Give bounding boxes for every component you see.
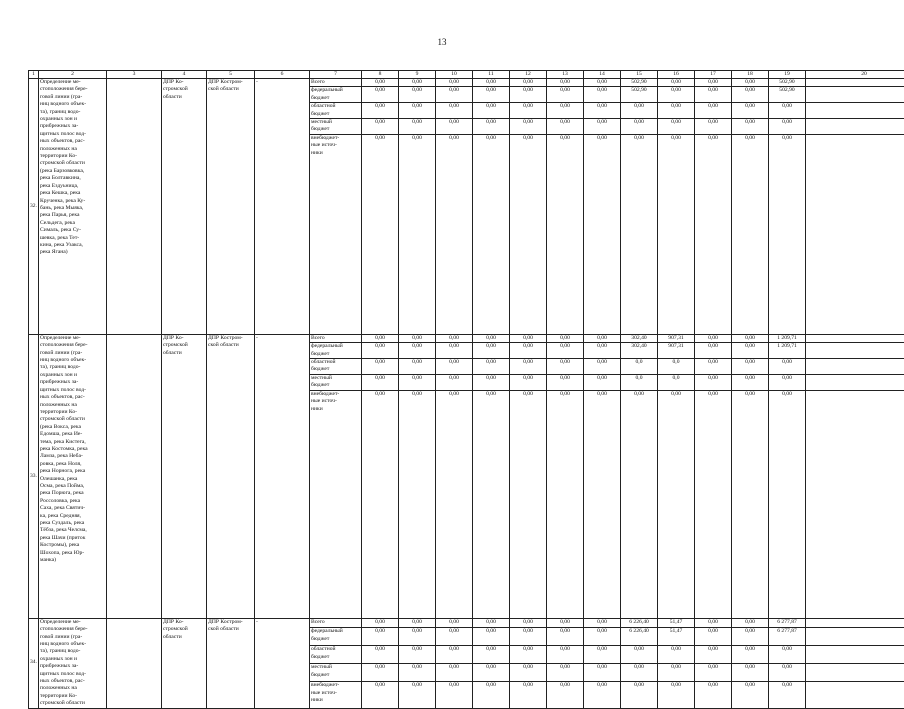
amount-cell: 0,00 <box>695 374 732 390</box>
funding-source-label: федеральный бюджет <box>310 87 362 103</box>
amount-cell: 0,00 <box>399 79 436 87</box>
amount-cell: 0,00 <box>658 103 695 119</box>
amount-cell: 0,00 <box>584 359 621 375</box>
empty-cell <box>806 134 904 334</box>
amount-cell: 0,00 <box>732 87 769 103</box>
amount-cell: 0,00 <box>547 390 584 618</box>
amount-cell: 0,00 <box>732 134 769 334</box>
amount-cell: 0,00 <box>399 87 436 103</box>
amount-cell: 0,00 <box>436 134 473 334</box>
amount-cell: 0,00 <box>769 664 806 682</box>
empty-cell <box>806 103 904 119</box>
amount-cell: 0,00 <box>362 87 399 103</box>
amount-cell: 0,00 <box>547 103 584 119</box>
amount-cell: 0,00 <box>547 119 584 135</box>
amount-cell: 0,00 <box>769 646 806 664</box>
amount-cell: 0,00 <box>695 87 732 103</box>
funding-source-label: местный бюджет <box>310 119 362 135</box>
empty-cell <box>806 646 904 664</box>
empty-cell <box>806 628 904 646</box>
amount-cell: 0,00 <box>695 343 732 359</box>
amount-cell: 0,00 <box>362 79 399 87</box>
amount-cell: 0,00 <box>621 390 658 618</box>
empty-cell <box>806 664 904 682</box>
participant: ДПР Костром- ской области <box>207 79 255 335</box>
amount-cell: 0,00 <box>584 390 621 618</box>
header-cell: 13 <box>547 71 584 79</box>
empty-cell <box>107 79 162 335</box>
empty-cell <box>806 618 904 628</box>
amount-cell: 0,00 <box>473 103 510 119</box>
amount-cell: 0,00 <box>436 343 473 359</box>
header-cell: 11 <box>473 71 510 79</box>
amount-cell: 0,00 <box>695 618 732 628</box>
amount-cell: 0,00 <box>362 618 399 628</box>
funding-source-label: областной бюджет <box>310 103 362 119</box>
table-row <box>29 79 904 87</box>
table-row <box>29 618 904 628</box>
empty-cell <box>806 87 904 103</box>
amount-cell: 0,00 <box>473 628 510 646</box>
amount-cell: 0,00 <box>584 343 621 359</box>
funding-source-label: Всего <box>310 618 362 628</box>
amount-cell: 0,00 <box>399 374 436 390</box>
amount-cell: 0,00 <box>510 334 547 342</box>
amount-cell: 0,00 <box>658 664 695 682</box>
dash-cell: - <box>255 618 310 708</box>
amount-cell: 0,00 <box>732 664 769 682</box>
amount-cell: 0,00 <box>695 390 732 618</box>
amount-cell: 0,00 <box>658 119 695 135</box>
amount-cell: 0,00 <box>584 682 621 708</box>
amount-cell: 0,00 <box>473 343 510 359</box>
amount-cell: 0,00 <box>732 390 769 618</box>
empty-cell <box>806 682 904 708</box>
amount-cell: 0,00 <box>399 664 436 682</box>
amount-cell: 6 277,87 <box>769 618 806 628</box>
funding-source-label: местный бюджет <box>310 374 362 390</box>
amount-cell: 0,00 <box>547 618 584 628</box>
amount-cell: 0,00 <box>362 664 399 682</box>
responsible-executor: ДПР Ко- стромской области <box>162 618 207 708</box>
header-cell: 1 <box>29 71 39 79</box>
amount-cell: 0,00 <box>436 664 473 682</box>
amount-cell: 0,00 <box>473 618 510 628</box>
amount-cell: 0,00 <box>399 618 436 628</box>
amount-cell: 0,00 <box>362 682 399 708</box>
amount-cell: 0,00 <box>473 682 510 708</box>
amount-cell: 0,00 <box>510 682 547 708</box>
amount-cell: 0,00 <box>362 359 399 375</box>
empty-cell <box>107 618 162 708</box>
amount-cell: 0,00 <box>473 119 510 135</box>
amount-cell: 0,00 <box>695 119 732 135</box>
amount-cell: 0,00 <box>658 682 695 708</box>
dash-cell: - <box>255 334 310 618</box>
funding-source-label: внебюджет- ные источ- ники <box>310 390 362 618</box>
amount-cell: 0,00 <box>362 334 399 342</box>
amount-cell: 0,00 <box>473 390 510 618</box>
header-cell: 7 <box>310 71 362 79</box>
funding-source-label: местный бюджет <box>310 664 362 682</box>
amount-cell: 0,00 <box>510 628 547 646</box>
amount-cell: 0,00 <box>436 119 473 135</box>
amount-cell: 0,00 <box>436 618 473 628</box>
amount-cell: 0,00 <box>510 134 547 334</box>
header-cell: 12 <box>510 71 547 79</box>
amount-cell: 0,00 <box>584 374 621 390</box>
amount-cell: 0,00 <box>547 334 584 342</box>
amount-cell: 0,00 <box>584 87 621 103</box>
amount-cell: 0,00 <box>510 618 547 628</box>
amount-cell: 0,00 <box>695 359 732 375</box>
amount-cell: 0,00 <box>584 628 621 646</box>
amount-cell: 0,00 <box>362 646 399 664</box>
row-number: 32. <box>29 79 39 335</box>
amount-cell: 0,00 <box>732 103 769 119</box>
amount-cell: 0,00 <box>399 646 436 664</box>
amount-cell: 0,00 <box>399 334 436 342</box>
amount-cell: 0,00 <box>510 646 547 664</box>
column-number-row <box>29 71 904 79</box>
amount-cell: 0,00 <box>769 682 806 708</box>
header-cell: 8 <box>362 71 399 79</box>
amount-cell: 0,00 <box>769 103 806 119</box>
amount-cell: 0,00 <box>584 119 621 135</box>
dash-cell: - <box>255 79 310 335</box>
amount-cell: 302,40 <box>621 334 658 342</box>
amount-cell: 0,00 <box>547 682 584 708</box>
amount-cell: 0,00 <box>621 646 658 664</box>
amount-cell: 0,00 <box>510 359 547 375</box>
header-cell: 18 <box>732 71 769 79</box>
measure-description: Определение ме- стоположения бере- говой линии (гра- ниц водного объек- та), границ водо- охранных зон и прибрежных за- щитных полос вод- ных объектов, рас- положенных на территории Ко- стромской области <box>39 618 107 708</box>
funding-source-label: областной бюджет <box>310 646 362 664</box>
amount-cell: 1 209,71 <box>769 343 806 359</box>
participant: ДПР Костром- ской области <box>207 334 255 618</box>
header-cell: 17 <box>695 71 732 79</box>
program-table <box>28 70 904 709</box>
amount-cell: 0,00 <box>695 664 732 682</box>
amount-cell: 0,00 <box>436 79 473 87</box>
amount-cell: 0,00 <box>362 390 399 618</box>
amount-cell: 0,00 <box>399 682 436 708</box>
amount-cell: 0,00 <box>769 134 806 334</box>
amount-cell: 0,00 <box>436 682 473 708</box>
amount-cell: 0,00 <box>584 664 621 682</box>
amount-cell: 907,31 <box>658 334 695 342</box>
empty-cell <box>806 334 904 342</box>
amount-cell: 0,00 <box>584 79 621 87</box>
amount-cell: 0,00 <box>473 334 510 342</box>
amount-cell: 0,00 <box>584 334 621 342</box>
amount-cell: 0,0 <box>658 359 695 375</box>
amount-cell: 0,00 <box>658 134 695 334</box>
amount-cell: 0,00 <box>695 79 732 87</box>
amount-cell: 302,40 <box>621 343 658 359</box>
amount-cell: 0,00 <box>547 374 584 390</box>
amount-cell: 0,00 <box>769 390 806 618</box>
table-body <box>29 71 904 709</box>
amount-cell: 0,00 <box>473 359 510 375</box>
amount-cell: 0,00 <box>473 87 510 103</box>
measure-description: Определение ме- стоположения бере- говой линии (гра- ниц водного объек- та), границ водо- охранных зон и прибрежных за- щитных полос вод- ных объектов, рас- положенных на территории Ко- стромской области (река Барзовковка, река Болтавкина, река Ездуьница, река Кешка, река Крученка, река Ку- бань, река Мыяка, река Парья, река Сельдега, река Сималь, река Су- шевка, река Тет- кина, река Узакса, река Ягана) <box>39 79 107 335</box>
amount-cell: 0,00 <box>732 618 769 628</box>
amount-cell: 6 226,40 <box>621 618 658 628</box>
amount-cell: 0,0 <box>621 374 658 390</box>
amount-cell: 0,00 <box>473 664 510 682</box>
header-cell: 2 <box>39 71 107 79</box>
amount-cell: 0,00 <box>732 343 769 359</box>
amount-cell: 0,00 <box>732 682 769 708</box>
amount-cell: 0,00 <box>399 343 436 359</box>
amount-cell: 0,00 <box>436 374 473 390</box>
amount-cell: 0,00 <box>732 79 769 87</box>
amount-cell: 0,00 <box>473 79 510 87</box>
amount-cell: 0,00 <box>399 628 436 646</box>
row-number: 34. <box>29 618 39 708</box>
responsible-executor: ДПР Ко- стромской области <box>162 334 207 618</box>
funding-source-label: внебюджет- ные источ- ники <box>310 682 362 708</box>
amount-cell: 0,00 <box>547 87 584 103</box>
amount-cell: 0,00 <box>436 628 473 646</box>
amount-cell: 0,00 <box>510 390 547 618</box>
amount-cell: 0,00 <box>769 374 806 390</box>
amount-cell: 0,00 <box>399 119 436 135</box>
amount-cell: 0,00 <box>436 334 473 342</box>
amount-cell: 0,00 <box>769 359 806 375</box>
amount-cell: 1 209,71 <box>769 334 806 342</box>
amount-cell: 0,00 <box>621 664 658 682</box>
amount-cell: 0,00 <box>658 646 695 664</box>
amount-cell: 0,00 <box>732 119 769 135</box>
amount-cell: 0,00 <box>584 618 621 628</box>
empty-cell <box>806 359 904 375</box>
amount-cell: 0,00 <box>658 87 695 103</box>
amount-cell: 907,31 <box>658 343 695 359</box>
amount-cell: 0,00 <box>547 343 584 359</box>
amount-cell: 0,00 <box>399 103 436 119</box>
amount-cell: 0,00 <box>547 628 584 646</box>
amount-cell: 502,90 <box>769 79 806 87</box>
amount-cell: 0,00 <box>695 682 732 708</box>
amount-cell: 0,00 <box>695 334 732 342</box>
amount-cell: 0,00 <box>362 119 399 135</box>
amount-cell: 0,00 <box>510 87 547 103</box>
amount-cell: 0,00 <box>621 119 658 135</box>
amount-cell: 0,00 <box>621 103 658 119</box>
amount-cell: 0,00 <box>732 359 769 375</box>
amount-cell: 0,00 <box>362 103 399 119</box>
amount-cell: 0,00 <box>362 628 399 646</box>
header-cell: 4 <box>162 71 207 79</box>
header-cell: 9 <box>399 71 436 79</box>
amount-cell: 0,00 <box>584 646 621 664</box>
header-cell: 14 <box>584 71 621 79</box>
amount-cell: 0,00 <box>399 390 436 618</box>
measure-description: Определение ме- стоположения бере- говой линии (гра- ниц водного объек- та), границ водо- охранных зон и прибрежных за- щитных полос вод- ных объектов, рас- положенных на территории Ко- стромской области (река Вокса, река Едомша, река Ие- тема, река Кистега, река Костомка, река Ламза, река Неба- ровка, река Ноля, река Норнога, река Олешанка, река Осма, река Пойма, река Порюга, река Россоловка, река Саха, река Святич- ка, река Средняя, река Суздаль, река Тёбза, река Челсма, река Шачи (приток Костромы), река Шохопа, река Юр- манка) <box>39 334 107 618</box>
amount-cell: 0,00 <box>510 343 547 359</box>
amount-cell: 0,00 <box>584 103 621 119</box>
amount-cell: 0,00 <box>732 628 769 646</box>
amount-cell: 0,00 <box>547 646 584 664</box>
header-cell: 5 <box>207 71 255 79</box>
amount-cell: 6 226,40 <box>621 628 658 646</box>
funding-source-label: внебюджет- ные источ- ники <box>310 134 362 334</box>
header-cell: 16 <box>658 71 695 79</box>
empty-cell <box>806 343 904 359</box>
amount-cell: 0,00 <box>732 374 769 390</box>
amount-cell: 502,90 <box>621 79 658 87</box>
amount-cell: 0,00 <box>658 390 695 618</box>
responsible-executor: ДПР Ко- стромской области <box>162 79 207 335</box>
amount-cell: 0,00 <box>621 682 658 708</box>
page-number: 13 <box>0 37 884 47</box>
amount-cell: 0,00 <box>695 646 732 664</box>
amount-cell: 0,00 <box>436 103 473 119</box>
header-cell: 6 <box>255 71 310 79</box>
amount-cell: 0,00 <box>436 646 473 664</box>
amount-cell: 0,00 <box>547 664 584 682</box>
empty-cell <box>806 374 904 390</box>
funding-source-label: федеральный бюджет <box>310 343 362 359</box>
amount-cell: 0,00 <box>436 390 473 618</box>
amount-cell: 0,00 <box>362 343 399 359</box>
header-cell: 15 <box>621 71 658 79</box>
header-cell: 10 <box>436 71 473 79</box>
amount-cell: 0,00 <box>362 374 399 390</box>
empty-cell <box>806 79 904 87</box>
funding-source-label: областной бюджет <box>310 359 362 375</box>
amount-cell: 0,00 <box>399 359 436 375</box>
table-row <box>29 334 904 342</box>
row-number: 33. <box>29 334 39 618</box>
amount-cell: 51,47 <box>658 628 695 646</box>
amount-cell: 0,00 <box>732 334 769 342</box>
amount-cell: 0,00 <box>547 79 584 87</box>
amount-cell: 0,00 <box>547 359 584 375</box>
amount-cell: 0,00 <box>510 103 547 119</box>
amount-cell: 0,00 <box>695 103 732 119</box>
amount-cell: 0,0 <box>658 374 695 390</box>
amount-cell: 0,00 <box>362 134 399 334</box>
amount-cell: 0,00 <box>584 134 621 334</box>
amount-cell: 0,00 <box>436 87 473 103</box>
amount-cell: 0,00 <box>695 628 732 646</box>
amount-cell: 0,00 <box>510 374 547 390</box>
amount-cell: 0,00 <box>436 359 473 375</box>
amount-cell: 0,00 <box>621 134 658 334</box>
amount-cell: 0,0 <box>621 359 658 375</box>
funding-source-label: Всего <box>310 334 362 342</box>
amount-cell: 0,00 <box>473 646 510 664</box>
amount-cell: 6 277,87 <box>769 628 806 646</box>
amount-cell: 0,00 <box>473 134 510 334</box>
amount-cell: 0,00 <box>695 134 732 334</box>
empty-cell <box>806 390 904 618</box>
header-cell: 19 <box>769 71 806 79</box>
participant: ДПР Костром- ской области <box>207 618 255 708</box>
amount-cell: 502,90 <box>621 87 658 103</box>
empty-cell <box>806 119 904 135</box>
amount-cell: 51,47 <box>658 618 695 628</box>
amount-cell: 0,00 <box>510 664 547 682</box>
amount-cell: 0,00 <box>547 134 584 334</box>
header-cell: 3 <box>107 71 162 79</box>
funding-source-label: федеральный бюджет <box>310 628 362 646</box>
amount-cell: 0,00 <box>399 134 436 334</box>
header-cell: 20 <box>806 71 904 79</box>
amount-cell: 0,00 <box>732 646 769 664</box>
amount-cell: 0,00 <box>473 374 510 390</box>
amount-cell: 0,00 <box>510 119 547 135</box>
amount-cell: 0,00 <box>769 119 806 135</box>
funding-source-label: Всего <box>310 79 362 87</box>
empty-cell <box>107 334 162 618</box>
amount-cell: 502,90 <box>769 87 806 103</box>
amount-cell: 0,00 <box>658 79 695 87</box>
amount-cell: 0,00 <box>510 79 547 87</box>
